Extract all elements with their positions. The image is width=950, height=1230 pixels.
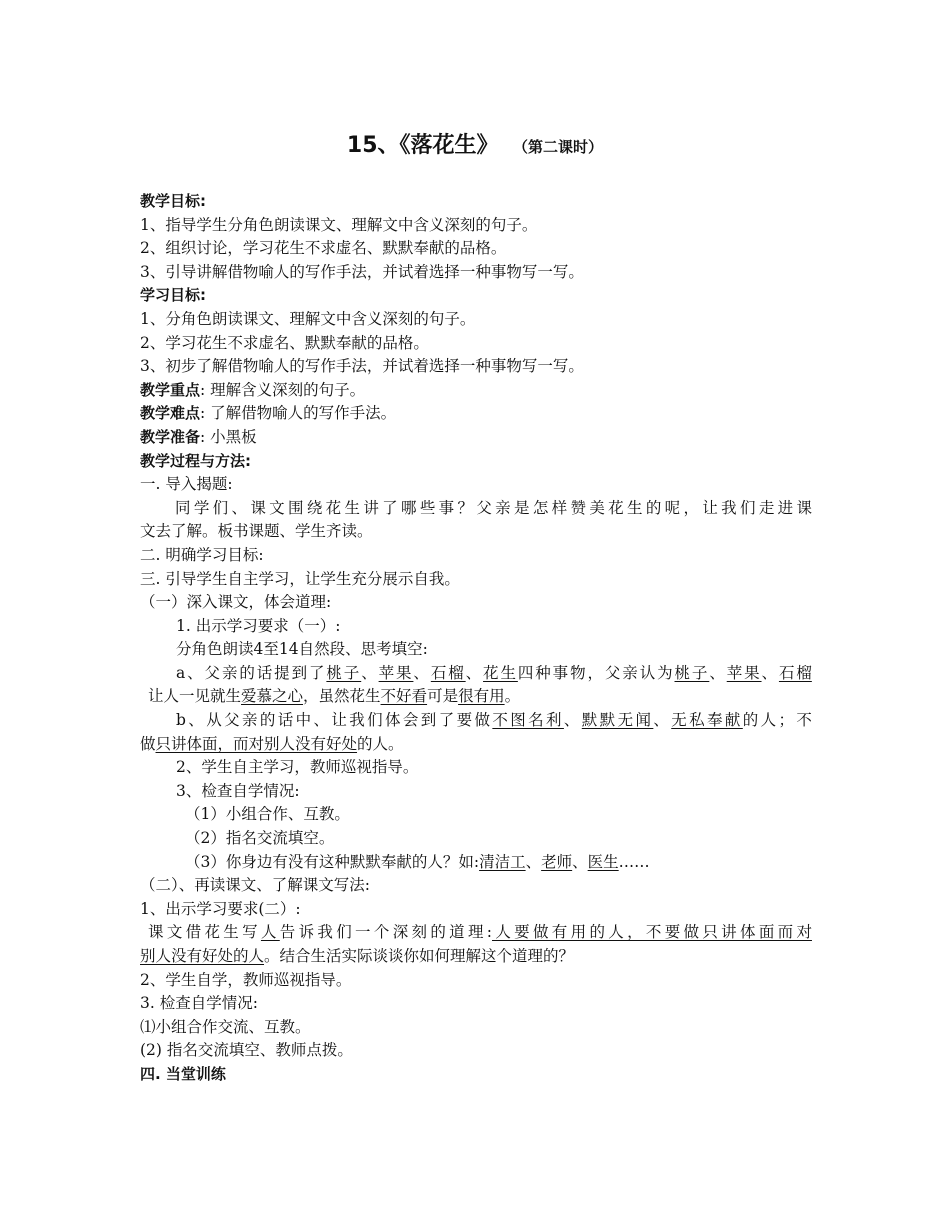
separator: 、 (709, 663, 727, 682)
learn-goal-2: 2、学习花生不求虚名、默默奉献的品格。 (140, 333, 429, 352)
learn-goal-1: 1、分角色朗读课文、理解文中含义深刻的句子。 (140, 309, 476, 328)
fill-b-text: 的人。 (357, 734, 404, 753)
blank-answer: 别人没有好处的人 (140, 947, 265, 965)
learn-goal-3: 3、初步了解借物喻人的写作手法，并试着选择一种事物写一写。 (140, 357, 584, 376)
section-1-para-line-1: 同学们、课文围绕花生讲了哪些事？父亲是怎样赞美花生的呢，让我们走进课 (175, 498, 812, 517)
part-1-task: 分角色朗读4至14自然段、思考填空: (176, 640, 428, 659)
section-3-heading: 三. 引导学生自主学习，让学生充分展示自我。 (140, 569, 460, 588)
part-2-text: 告诉我们一个深刻的道理: (279, 923, 493, 942)
blank-answer: 无私奉献 (671, 711, 743, 730)
key-point-text: : 理解含义深刻的句子。 (200, 380, 366, 399)
blank-answer: 花生 (483, 663, 518, 682)
fill-a-line-2 (140, 685, 812, 709)
fill-a-text: a、父亲的话提到了 (176, 663, 327, 682)
part-1-step-3: 3、检查自学情况: (176, 781, 300, 800)
fill-a-text: 让人一见就生 (148, 687, 242, 706)
blank-answer: 石榴 (778, 663, 812, 682)
blank-answer: 桃子 (674, 663, 710, 682)
blank-answer: 不好看 (380, 687, 428, 706)
blank-answer: 很有用 (458, 687, 505, 706)
part-2-heading: （二）、再读课文、了解课文写法: (140, 876, 370, 895)
key-point (140, 379, 812, 403)
fill-a-text: 可是 (427, 687, 459, 706)
process-heading: 教学过程与方法: (140, 451, 251, 470)
separator: 、 (572, 852, 588, 871)
fill-a-text: 四种事物，父亲认为 (517, 663, 675, 682)
part-2-requirement: 1、出示学习要求(二）: (140, 899, 301, 918)
part-1-sub-3 (140, 851, 812, 875)
blank-answer: 人要做有用的人，不要做只讲体面而对 (492, 923, 812, 942)
blank-answer: 医生 (587, 852, 619, 871)
part-2-sub-2: (2) 指名交流填空、教师点拨。 (140, 1041, 353, 1060)
lesson-title (0, 128, 950, 159)
section-1-heading: 一. 导入揭题: (140, 475, 233, 494)
section-1-para-line-2: 文去了解。板书课题、学生齐读。 (140, 522, 373, 541)
key-point-label: 教学重点 (140, 380, 201, 399)
preparation-label: 教学准备 (140, 427, 201, 446)
sub-3-text: …… (618, 852, 650, 871)
blank-answer: 默默无闻 (581, 711, 654, 730)
fill-b-line-2 (140, 733, 812, 757)
fill-a-text: ，虽然花生 (303, 687, 381, 706)
separator: 、 (413, 663, 431, 682)
part-2-sub-1: ⑴小组合作交流、互教。 (140, 1017, 311, 1036)
difficulty (140, 402, 812, 426)
blank-answer: 桃子 (326, 663, 362, 682)
blank-answer: 只讲体面，而对别人没有好处 (155, 734, 358, 753)
separator: 、 (563, 711, 582, 730)
part-2-para-line-1 (140, 921, 812, 945)
difficulty-label: 教学难点 (140, 404, 201, 423)
teach-goal-1: 1、指导学生分角色朗读课文、理解文中含义深刻的句子。 (140, 215, 538, 234)
blank-answer: 石榴 (430, 663, 466, 682)
section-2-heading: 二. 明确学习目标: (140, 545, 264, 564)
part-2-step-2: 2、学生自学，教师巡视指导。 (140, 970, 352, 989)
part-2-text: 。结合生活实际谈谈你如何理解这个道理的？ (264, 947, 575, 965)
document-body (140, 190, 812, 1087)
separator: 、 (525, 852, 542, 871)
blank-answer: 苹果 (378, 663, 414, 682)
fill-a-line-1 (140, 662, 812, 686)
separator: 、 (653, 711, 672, 730)
part-1-heading: （一）深入课文，体会道理: (140, 593, 332, 612)
separator: 、 (465, 663, 484, 682)
separator: 、 (361, 663, 379, 682)
fill-b-line-1 (140, 709, 812, 733)
teach-goal-2: 2、组织讨论，学习花生不求虚名、默默奉献的品格。 (140, 239, 507, 258)
title-subtitle: （第二课时） (520, 138, 604, 156)
part-2-text: 课文借花生写 (148, 923, 261, 942)
title-main: 15、《落花生》 (346, 133, 499, 158)
part-1-sub-2: （2）指名交流填空。 (185, 829, 335, 848)
blank-answer: 不图名利 (492, 711, 564, 730)
sub-3-text: （3）你身边有没有这种默默奉献的人？如: (185, 852, 480, 871)
difficulty-text: : 了解借物喻人的写作手法。 (200, 404, 397, 423)
blank-answer: 清洁工 (479, 852, 526, 871)
part-2-step-3: 3. 检查自学情况: (140, 994, 258, 1013)
teach-goals-heading: 教学目标: (140, 192, 206, 210)
fill-b-text: 的人；不 (742, 711, 812, 730)
blank-answer: 爱慕之心 (241, 687, 304, 706)
part-2-para-line-2 (140, 945, 812, 969)
part-1-requirement: 1. 出示学习要求（一）: (176, 616, 341, 635)
part-1-step-2: 2、学生自主学习，教师巡视指导。 (176, 758, 419, 777)
teach-goal-3: 3、引导讲解借物喻人的写作手法，并试着选择一种事物写一写。 (140, 262, 584, 281)
blank-answer: 人 (260, 923, 280, 942)
learn-goals-heading: 学习目标: (140, 286, 206, 305)
fill-a-text: 。 (504, 687, 521, 706)
preparation (140, 426, 812, 450)
blank-answer: 老师 (541, 852, 573, 871)
separator: 、 (761, 663, 779, 682)
fill-b-text: b、从父亲的话中、让我们体会到了要做 (176, 711, 493, 730)
preparation-text: : 小黑板 (200, 427, 257, 446)
blank-answer: 苹果 (726, 663, 762, 682)
section-4-heading: 四. 当堂训练 (140, 1064, 226, 1083)
part-1-sub-1: （1）小组合作、互教。 (185, 805, 350, 824)
fill-b-text: 做 (140, 734, 156, 753)
